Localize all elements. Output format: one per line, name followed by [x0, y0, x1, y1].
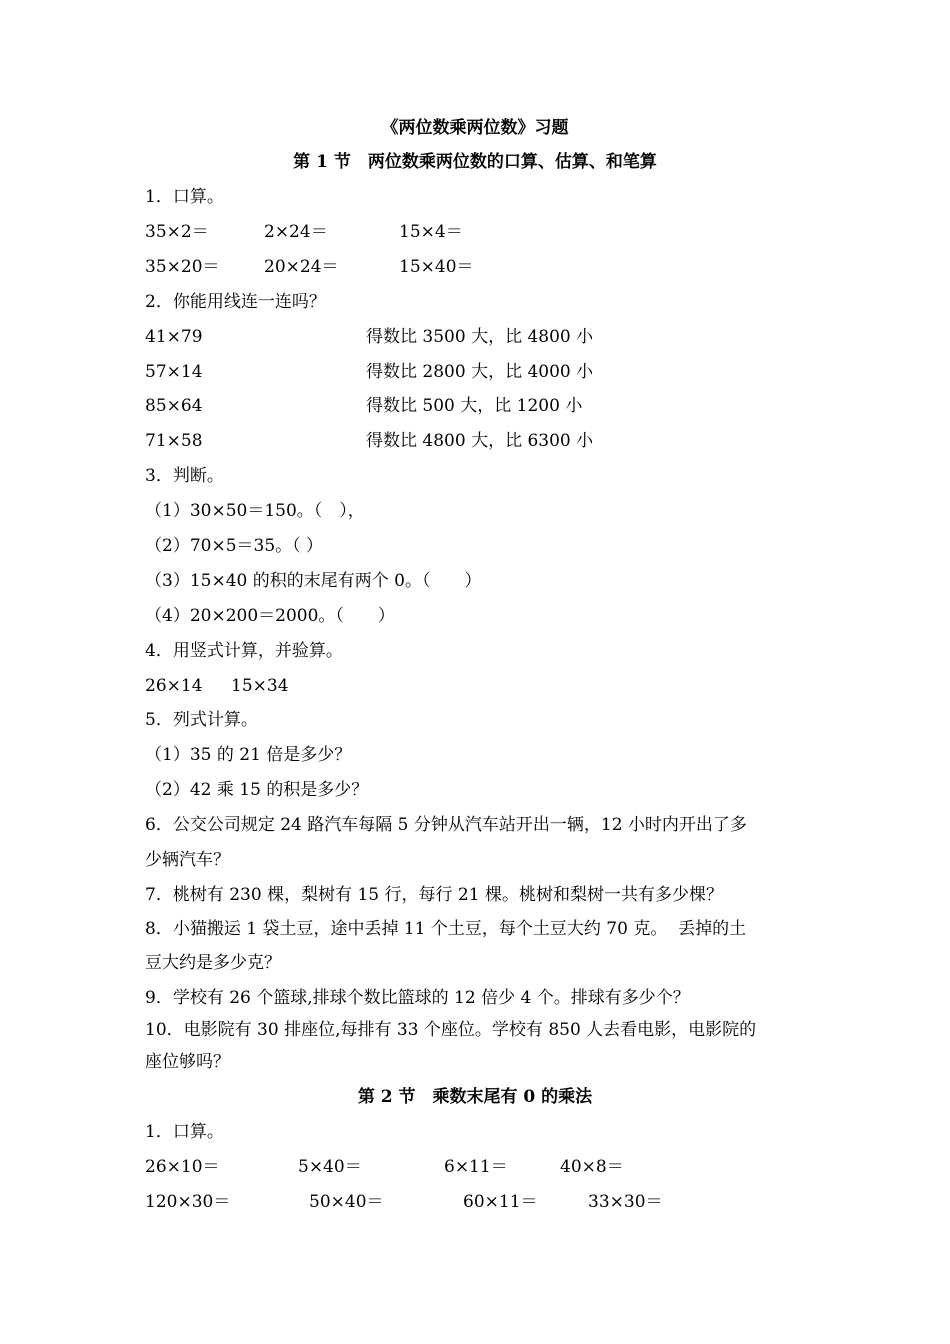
s1-q4-item-1: 26×14 — [145, 676, 203, 696]
s1-q6-line-1: 6．公交公司规定 24 路汽车每隔 5 分钟从汽车站开出一辆，12 小时内开出了多 — [145, 815, 747, 835]
s1-q2-right-1: 得数比 3500 大，比 4800 小 — [366, 327, 594, 347]
section-2-heading: 第 2 节 乘数末尾有 0 的乘法 — [357, 1087, 593, 1107]
s2-q1-r1-c1: 26×10＝ — [145, 1157, 220, 1177]
s1-q3-item-2: （2）70×5＝35。（ ） — [145, 536, 324, 556]
s1-q2-right-2: 得数比 2800 大，比 4000 小 — [366, 362, 594, 382]
section-1-heading: 第 1 节 两位数乘两位数的口算、估算、和笔算 — [293, 152, 657, 172]
s2-q1-r1-c2: 5×40＝ — [298, 1157, 362, 1177]
s1-q10-line-2: 座位够吗？ — [145, 1052, 230, 1072]
s1-q1-r1-c2: 2×24＝ — [264, 222, 328, 242]
s1-q10-line-1: 10．电影院有 30 排座位,每排有 33 个座位。学校有 850 人去看电影，电影院的 — [145, 1020, 757, 1040]
s1-q2-left-2: 57×14 — [145, 362, 203, 382]
s1-q2-label: 2．你能用线连一连吗？ — [145, 292, 326, 312]
s1-q8-line-2: 豆大约是多少克？ — [145, 953, 281, 973]
document-title: 《两位数乘两位数》习题 — [381, 118, 569, 138]
s1-q3-item-3: （3）15×40 的积的末尾有两个 0。（ ） — [145, 571, 482, 591]
s1-q1-r2-c3: 15×40＝ — [399, 257, 474, 277]
s1-q9: 9．学校有 26 个篮球,排球个数比篮球的 12 倍少 4 个。排球有多少个？ — [145, 988, 690, 1008]
s1-q7: 7．桃树有 230 棵，梨树有 15 行，每行 21 棵。桃树和梨树一共有多少棵？ — [145, 885, 723, 905]
s2-q1-r2-c2: 50×40＝ — [309, 1192, 384, 1212]
s1-q4-label: 4．用竖式计算，并验算。 — [145, 641, 343, 661]
s1-q3-label: 3．判断。 — [145, 466, 224, 486]
s1-q1-r1-c1: 35×2＝ — [145, 222, 209, 242]
s1-q3-item-1: （1）30×50＝150。（ ）， — [145, 501, 365, 521]
s1-q2-left-1: 41×79 — [145, 327, 203, 347]
s1-q8-line-1: 8．小猫搬运 1 袋土豆，途中丢掉 11 个土豆，每个土豆大约 70 克。 丢掉的土 — [145, 919, 747, 939]
s1-q2-left-4: 71×58 — [145, 431, 203, 451]
s2-q1-r1-c3: 6×11＝ — [444, 1157, 508, 1177]
s1-q2-right-3: 得数比 500 大，比 1200 小 — [366, 396, 583, 416]
s1-q3-item-4: （4）20×200＝2000。（ ） — [145, 606, 395, 626]
s2-q1-r1-c4: 40×8＝ — [560, 1157, 624, 1177]
s1-q1-label: 1．口算。 — [145, 187, 224, 207]
s1-q2-right-4: 得数比 4800 大，比 6300 小 — [366, 431, 594, 451]
s1-q5-label: 5．列式计算。 — [145, 710, 258, 730]
s1-q1-r2-c2: 20×24＝ — [264, 257, 339, 277]
s2-q1-label: 1．口算。 — [145, 1122, 224, 1142]
s1-q4-item-2: 15×34 — [231, 676, 289, 696]
s2-q1-r2-c1: 120×30＝ — [145, 1192, 231, 1212]
s1-q6-line-2: 少辆汽车？ — [145, 850, 230, 870]
s1-q5-item-2: （2）42 乘 15 的积是多少？ — [145, 780, 369, 800]
s2-q1-r2-c3: 60×11＝ — [463, 1192, 538, 1212]
s1-q5-item-1: （1）35 的 21 倍是多少？ — [145, 745, 352, 765]
s1-q1-r2-c1: 35×20＝ — [145, 257, 220, 277]
s1-q1-r1-c3: 15×4＝ — [399, 222, 463, 242]
s2-q1-r2-c4: 33×30＝ — [588, 1192, 663, 1212]
s1-q2-left-3: 85×64 — [145, 396, 203, 416]
